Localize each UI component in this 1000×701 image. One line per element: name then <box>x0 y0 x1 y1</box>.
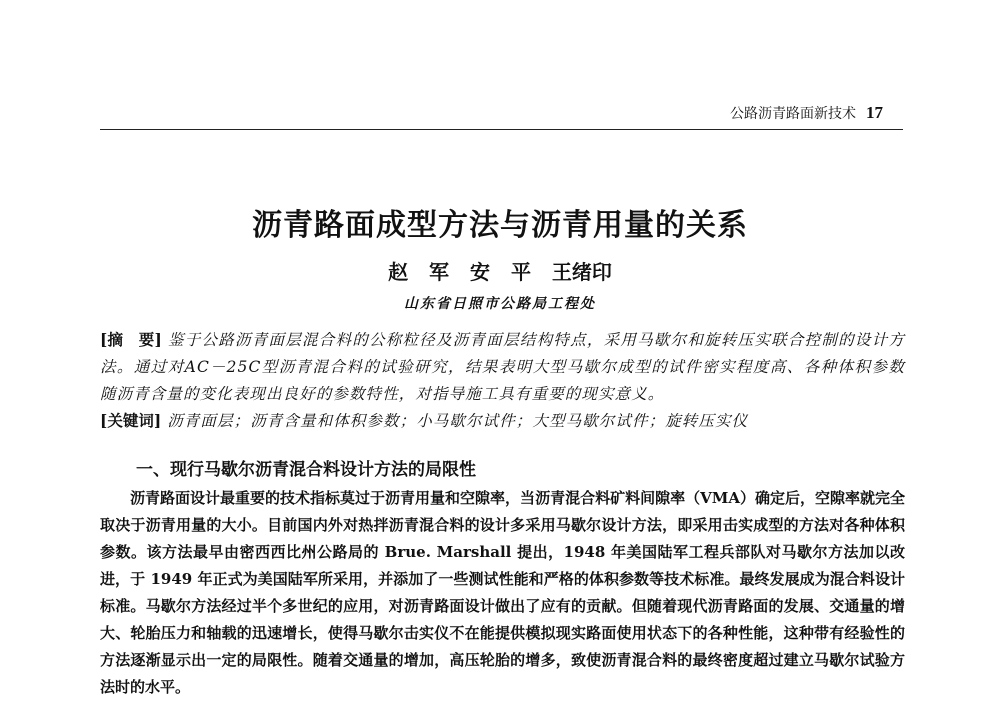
page-number: 17 <box>866 103 883 122</box>
abstract-label: [摘 要] <box>100 330 162 349</box>
running-header <box>730 103 883 123</box>
author-affiliation: 山东省日照市公路局工程处 <box>404 296 596 312</box>
keywords-block <box>100 407 905 435</box>
abstract-text: 鉴于公路沥青面层混合料的公称粒径及沥青面层结构特点，采用马歇尔和旋转压实联合控制的设计方法。通过对AC－25C型沥青混合料的试验研究，结果表明大型马歇尔成型的试件密实程度高、各种体积参数随沥青含量的变化表现出良好的参数特性，对指导施工具有重要的现实意义。 <box>100 331 906 403</box>
section-heading: 一、现行马歇尔沥青混合料设计方法的局限性 <box>136 460 476 480</box>
abstract-block <box>100 326 905 408</box>
keywords-label: [关键词] <box>100 411 162 430</box>
author-list: 赵 军 安 平 王绪印 <box>388 260 612 284</box>
paper-title: 沥青路面成型方法与沥青用量的关系 <box>252 208 748 243</box>
body-paragraph: 沥青路面设计最重要的技术指标莫过于沥青用量和空隙率，当沥青混合料矿料间隙率（VMA）确定后，空隙率就完全取决于沥青用量的大小。目前国内外对热拌沥青混合料的设计多采用马歇尔设计方法，即采用击实成型的方法对各种体积参数。该方法最早由密西西比州公路局的 Brue. Marshall 提出，1948 年美国陆军工程兵部队对马歇尔方法加以改进，于 1949 年正式为美国陆军所采用，并添加了一些测试性能和严格的体积参数等技术标准。最终发展成为混合料设计标准。马歇尔方法经过半个多世纪的应用，对沥青路面设计做出了应有的贡献。但随着现代沥青路面的发展、交通量的增大、轮胎压力和轴载的迅速增长，使得马歇尔击实仪不在能提供模拟现实路面使用状态下的各种性能，这种带有经验性的方法逐渐显示出一定的局限性。随着交通量的增加，高压轮胎的增多，致使沥青混合料的最终密度超过建立马歇尔试验方法时的水平。 <box>100 489 905 696</box>
keywords-text: 沥青面层；沥青含量和体积参数；小马歇尔试件；大型马歇尔试件；旋转压实仪 <box>167 412 749 430</box>
header-rule <box>100 129 903 130</box>
journal-section-name: 公路沥青路面新技术 <box>730 106 856 122</box>
